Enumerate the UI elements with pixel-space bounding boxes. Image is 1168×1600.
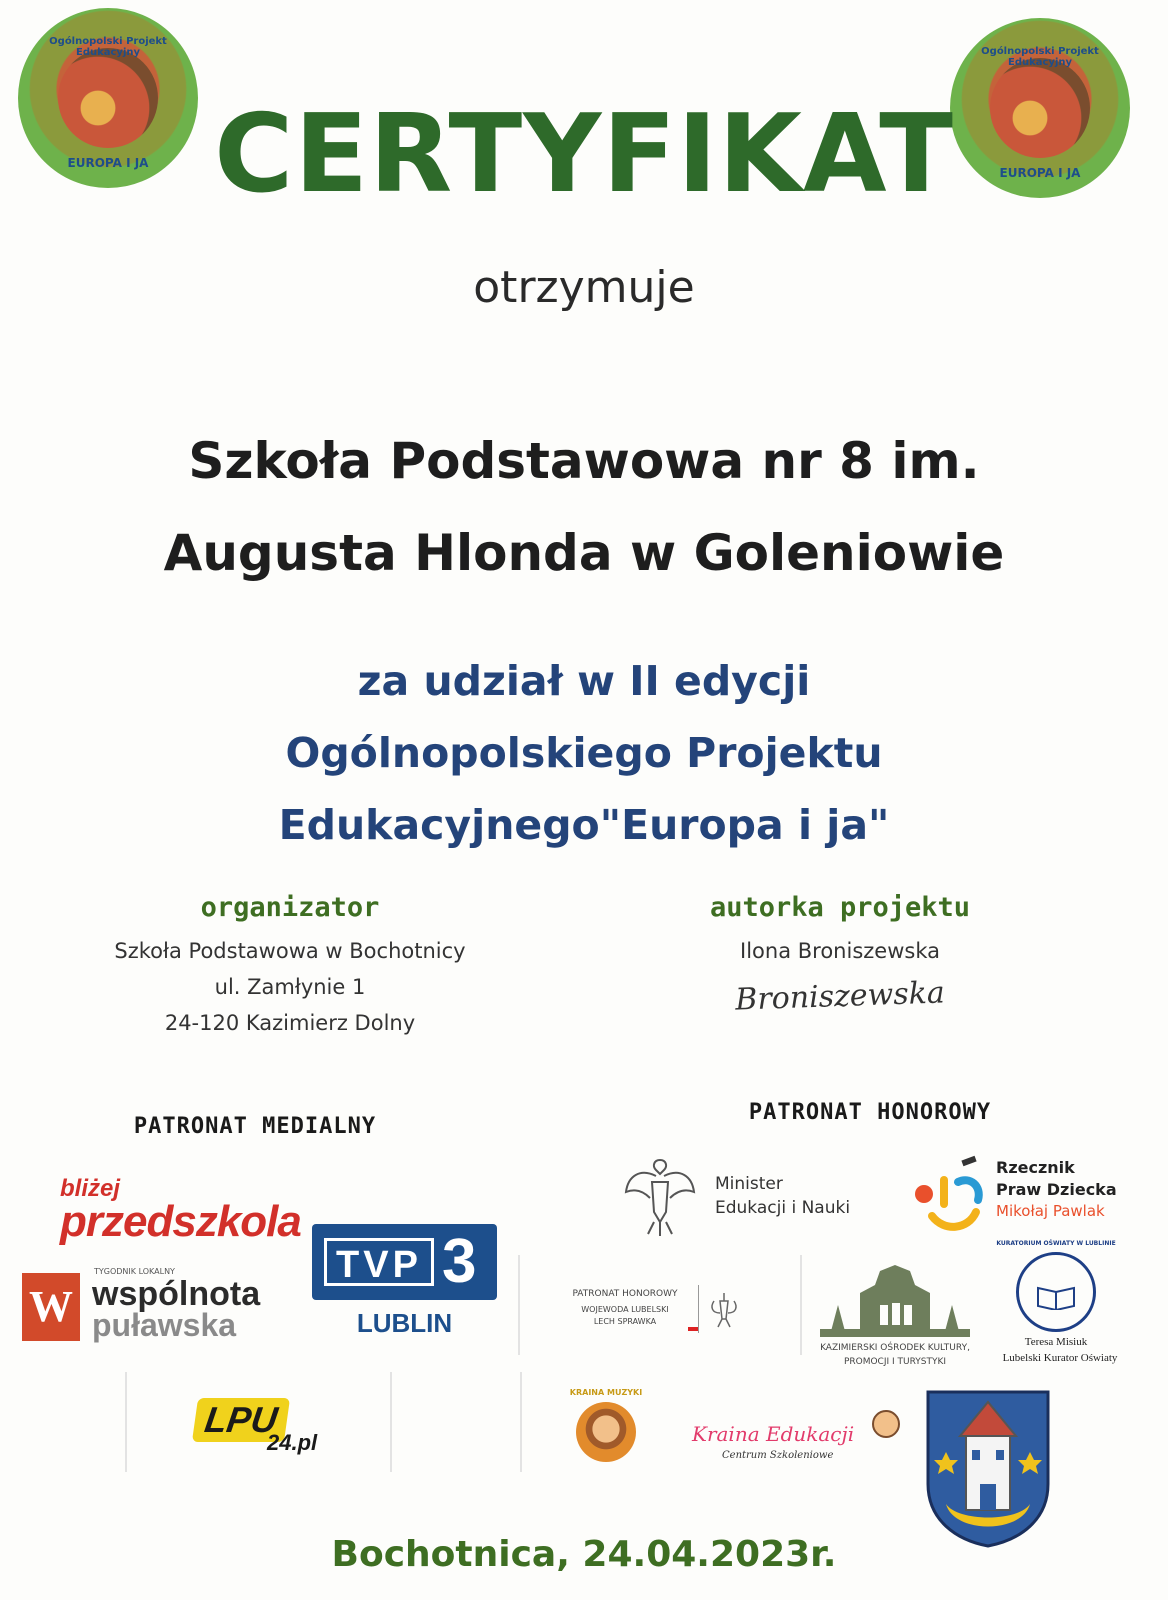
eagle-icon (706, 1289, 742, 1329)
tvp-letters: TVP (324, 1238, 434, 1286)
rpd-line-1: Rzecznik (996, 1158, 1075, 1177)
logo-divider (800, 1255, 802, 1355)
rpd-logo (910, 1148, 1150, 1238)
wspolnota-line-2: puławska (92, 1307, 237, 1343)
kraina-muzyki-text: KRAINA MUZYKI (569, 1388, 643, 1397)
wojewoda-separator (698, 1285, 699, 1333)
reason-line-1: za udział w II edycji (357, 657, 811, 705)
place-and-date: Bochotnica, 24.04.2023r. (331, 1534, 837, 1575)
recipient-name (0, 415, 1168, 599)
kuratorium-ring-text: KURATORIUM OŚWIATY W LUBLINIE (996, 1240, 1116, 1247)
author-block (630, 892, 1050, 1018)
open-book-icon (1036, 1280, 1076, 1310)
kraina-edukacji-text: Kraina Edukacji (692, 1422, 855, 1446)
reason-line-2: Ogólnopolskiego Projektu (285, 729, 883, 777)
tvp-number: 3 (442, 1227, 477, 1296)
minister-line-2: Edukacji i Nauki (715, 1198, 851, 1218)
tvp3-lublin-logo (312, 1224, 497, 1344)
kuratorium-logo (990, 1240, 1150, 1377)
minister-line-1: Minister (715, 1174, 783, 1194)
wojewoda-line-1: PATRONAT HONOROWY (572, 1289, 678, 1299)
rpd-emblem-icon (910, 1154, 990, 1234)
kok-line-2: PROMOCJI I TURYSTYKI (843, 1357, 947, 1367)
lpu-suffix: 24.pl (267, 1430, 318, 1455)
kok-logo (810, 1265, 980, 1375)
wspolnota-pulawska-logo (22, 1265, 312, 1345)
seal-top-text: Ogólnopolski Projekt Edukacyjny (981, 46, 1099, 68)
award-reason (0, 645, 1168, 861)
author-header: autorka projektu (709, 892, 971, 923)
lpu-text: LPU (192, 1398, 290, 1442)
recipient-line-1: Szkoła Podstawowa nr 8 im. (188, 432, 980, 490)
lpu24-logo (195, 1398, 335, 1458)
media-patronage-header: PATRONAT MEDIALNY (133, 1114, 377, 1139)
seal-top-text: Ogólnopolski Projekt Edukacyjny (49, 36, 167, 58)
logo-divider (518, 1255, 520, 1355)
wspolnota-tag: TYGODNIK LOKALNY (94, 1267, 175, 1276)
blizej-small-text: bliżej (60, 1175, 121, 1202)
author-signature: Broniszewska (734, 975, 946, 1018)
kazimierz-coat-of-arms (924, 1388, 1052, 1548)
wojewoda-logo (560, 1285, 760, 1345)
author-name: Ilona Broniszewska (740, 939, 940, 963)
recipient-line-2: Augusta Hlonda w Goleniowie (163, 524, 1005, 582)
kraina-muzyki-face-icon (576, 1402, 636, 1462)
wspolnota-w-box: W (22, 1273, 80, 1341)
receives-label: otrzymuje (473, 262, 695, 313)
logo-divider (390, 1372, 392, 1472)
blizej-big-text: przedszkola (60, 1197, 301, 1246)
wojewoda-line-3: LECH SPRAWKA (593, 1317, 657, 1326)
kurator-line-2: Lubelski Kurator Oświaty (1002, 1352, 1118, 1364)
logo-divider (125, 1372, 127, 1472)
rpd-line-2: Praw Dziecka (996, 1180, 1117, 1199)
organizer-header: organizator (200, 892, 380, 923)
organizer-line-3: 24-120 Kazimierz Dolny (164, 1011, 416, 1035)
kraina-muzyki-logo (562, 1388, 650, 1468)
coat-of-arms-icon (924, 1388, 1052, 1548)
flag-accent (688, 1327, 698, 1331)
certificate-title: CERTYFIKAT (214, 92, 954, 217)
kok-line-1: KAZIMIERSKI OŚRODEK KULTURY, (820, 1343, 970, 1353)
seal-bottom-text: EUROPA I JA (67, 156, 149, 170)
rpd-line-3: Mikołaj Pawlak (996, 1202, 1105, 1220)
kok-building-icon (820, 1265, 970, 1339)
reason-line-3: Edukacyjnego"Europa i ja" (278, 801, 890, 849)
tvp-city: LUBLIN (356, 1308, 453, 1338)
wspolnota-line-1: wspólnota (92, 1275, 261, 1313)
honorary-patronage-header: PATRONAT HONOROWY (748, 1100, 992, 1125)
blizej-przedszkola-logo (60, 1175, 301, 1246)
kraina-edukacji-sub: Centrum Szkoleniowe (722, 1450, 834, 1461)
organizer-line-1: Szkoła Podstawowa w Bochotnicy (114, 939, 466, 963)
child-mascot-icon (872, 1410, 900, 1438)
polish-eagle-icon (620, 1152, 700, 1238)
organizer-block (70, 892, 510, 1041)
logo-divider (520, 1372, 522, 1472)
seal-bottom-text: EUROPA I JA (999, 166, 1081, 180)
kraina-edukacji-logo (692, 1410, 902, 1470)
wojewoda-line-2: WOJEWODA LUBELSKI (581, 1305, 669, 1314)
organizer-line-2: ul. Zamłynie 1 (214, 975, 366, 999)
kurator-line-1: Teresa Misiuk (1024, 1336, 1088, 1348)
minister-logo (620, 1152, 880, 1242)
